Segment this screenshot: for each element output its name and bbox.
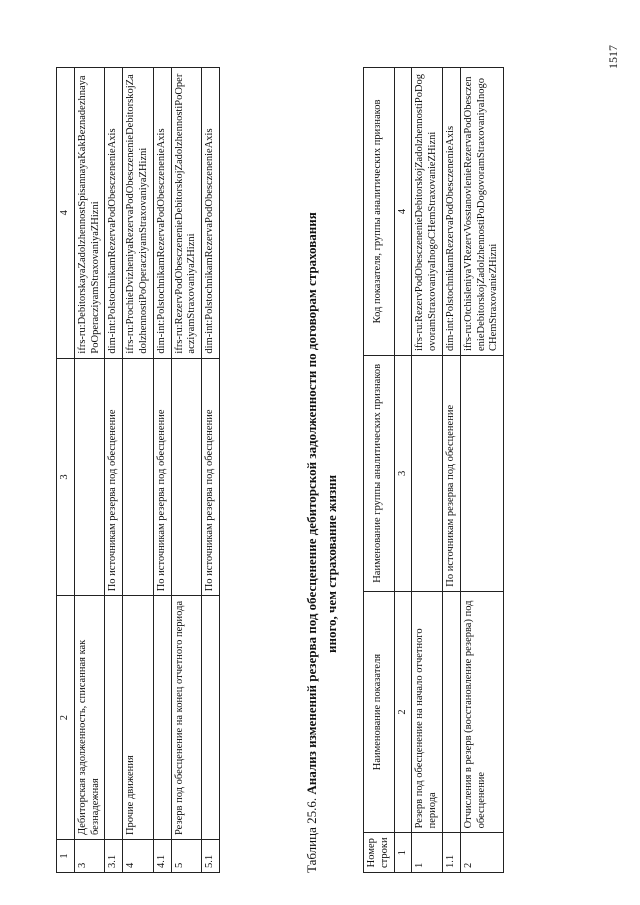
row-number: 2	[460, 833, 503, 873]
indicator-code: ifrs-ru:RezervPodObesczenenieDebitorskojZadolzhennostiPoOperacziyamStraxovaniyaZHizni	[171, 68, 202, 359]
table-caption	[302, 63, 342, 873]
row-number: 3.1	[105, 840, 123, 873]
column-number-row	[394, 68, 412, 873]
indicator-code: ifrs-ru:RezervPodObesczenenieDebitorskojZadolzhennostiPoDogovoramStraxovaniyaInogoCHemStraxovanieZHizni	[412, 68, 443, 356]
column-number: 3	[394, 355, 412, 591]
indicator-name: Резерв под обесценение на начало отчетного периода	[412, 591, 443, 833]
group-name	[171, 358, 202, 596]
table-row	[202, 68, 220, 873]
row-number: 4	[123, 840, 154, 873]
indicator-name: Отчисления в резерв (восстановление резерва) под обесценение	[460, 591, 503, 833]
indicator-name	[442, 591, 460, 833]
indicator-name: Прочие движения	[123, 596, 154, 840]
indicator-code: ifrs-ru:OtchisleniyaVRezervVosstanovlenieRezervaPodObesczenenieDebitorskojZadolzhennostiPoDogovoramStraxovaniyaInogoCHemStraxovanieZHizni	[460, 68, 503, 356]
column-header: Наименование показателя	[364, 591, 395, 833]
column-header: Код показателя, группы аналитических признаков	[364, 68, 395, 356]
row-number: 1.1	[442, 833, 460, 873]
group-name	[412, 355, 443, 591]
indicator-code: ifrs-ru:DebitorskayaZadolzhennostSpisannayaKakBeznadezhnayaPoOperacziyamStraxovaniyaZHizni	[74, 68, 105, 359]
column-number: 2	[394, 591, 412, 833]
indicator-name	[202, 596, 220, 840]
table-row	[74, 68, 105, 873]
column-number-row	[57, 68, 75, 873]
indicator-name: Резерв под обесценение на конец отчетного периода	[171, 596, 202, 840]
header-row	[364, 68, 395, 873]
column-number: 4	[394, 68, 412, 356]
row-number: 1	[412, 833, 443, 873]
table-row	[105, 68, 123, 873]
group-name: По источникам резерва под обесценение	[153, 358, 171, 596]
indicator-code: dim-int:PolstochnikamRezervaPodObesczenenieAxis	[105, 68, 123, 359]
column-number: 1	[394, 833, 412, 873]
table-continued	[56, 67, 220, 873]
page-number: 1517	[606, 45, 620, 69]
column-header: Номер строки	[364, 833, 395, 873]
indicator-name: Дебиторская задолженность, списанная как безнадежная	[74, 596, 105, 840]
table-row	[153, 68, 171, 873]
column-number: 3	[57, 358, 75, 596]
table-title-continuation: иного, чем страхование жизни	[324, 474, 340, 653]
table-row	[171, 68, 202, 873]
group-name: По источникам резерва под обесценение	[105, 358, 123, 596]
table-25-6	[363, 67, 504, 873]
row-number: 3	[74, 840, 105, 873]
column-header: Наименование группы аналитических признаков	[364, 355, 395, 591]
indicator-name	[105, 596, 123, 840]
group-name	[123, 358, 154, 596]
indicator-name	[153, 596, 171, 840]
column-number: 1	[57, 840, 75, 873]
table-title: Анализ изменений резерва под обесценение дебиторской задолженности по договорам страхования	[304, 212, 319, 795]
indicator-code: dim-int:PolstochnikamRezervaPodObesczenenieAxis	[202, 68, 220, 359]
indicator-code: dim-int:PolstochnikamRezervaPodObesczenenieAxis	[442, 68, 460, 356]
group-name: По источникам резерва под обесценение	[442, 355, 460, 591]
table-row	[442, 68, 460, 873]
row-number: 5	[171, 840, 202, 873]
row-number: 4.1	[153, 840, 171, 873]
column-number: 4	[57, 68, 75, 359]
row-number: 5.1	[202, 840, 220, 873]
table-row	[460, 68, 503, 873]
table-label: Таблица 25.6.	[304, 797, 319, 873]
group-name	[460, 355, 503, 591]
indicator-code: dim-int:PolstochnikamRezervaPodObesczenenieAxis	[153, 68, 171, 359]
group-name: По источникам резерва под обесценение	[202, 358, 220, 596]
table-row	[123, 68, 154, 873]
indicator-code: ifrs-ru:ProchieDvizheniyaRezervaPodObesczenenieDebitorskojZadolzhennostiPoOperacziyamStraxovaniyaZHizni	[123, 68, 154, 359]
column-number: 2	[57, 596, 75, 840]
table-row	[412, 68, 443, 873]
group-name	[74, 358, 105, 596]
